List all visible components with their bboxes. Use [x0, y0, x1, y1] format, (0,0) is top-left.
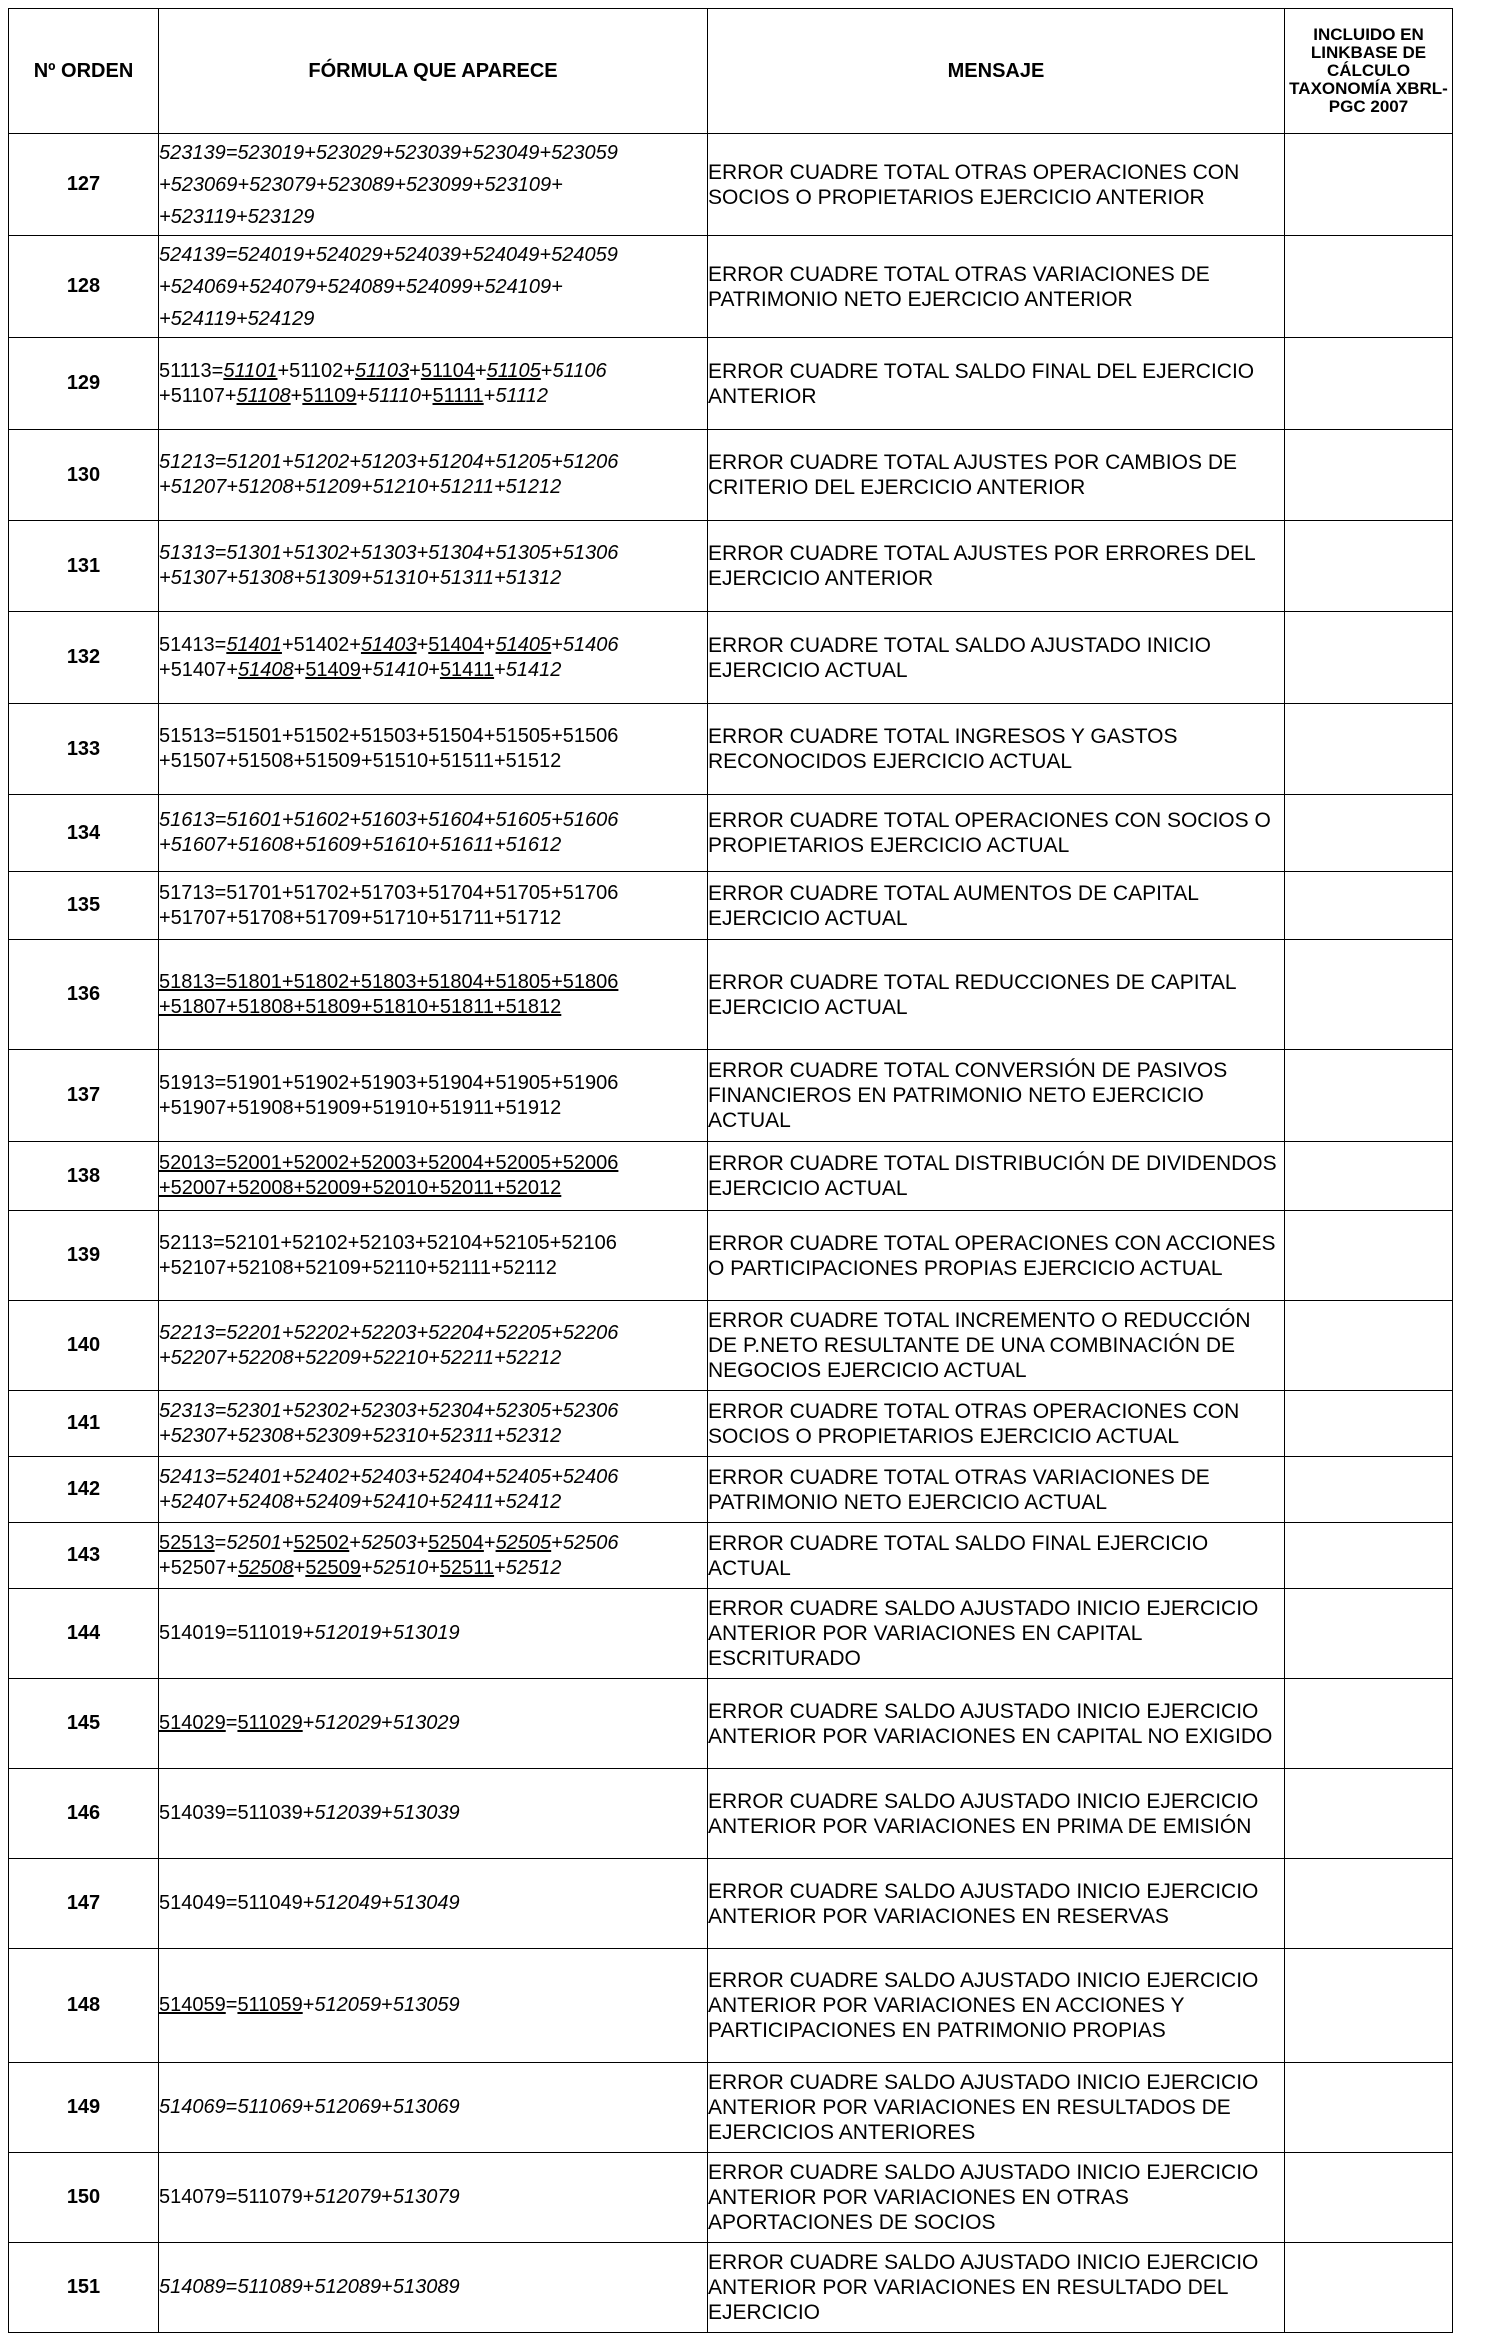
row-number: 129 — [9, 338, 159, 430]
header-mensaje: MENSAJE — [708, 9, 1285, 134]
formula-line: 514079=511079+512079+513079 — [159, 2186, 460, 2208]
row-number: 136 — [9, 940, 159, 1050]
row-number: 128 — [9, 236, 159, 338]
formula-cell — [159, 521, 708, 612]
formula-cell — [159, 1211, 708, 1301]
message-cell: ERROR CUADRE TOTAL OPERACIONES CON ACCIONES O PARTICIPACIONES PROPIAS EJERCICIO ACTUAL — [708, 1211, 1285, 1301]
message-cell: ERROR CUADRE SALDO AJUSTADO INICIO EJERCICIO ANTERIOR POR VARIACIONES EN RESULTADO DEL EJERCICIO — [708, 2243, 1285, 2333]
table-row — [9, 338, 1453, 430]
formula-line: 52513=52501+52502+52503+52504+52505+52506 — [159, 1531, 619, 1554]
message-cell: ERROR CUADRE SALDO AJUSTADO INICIO EJERCICIO ANTERIOR POR VARIACIONES EN RESULTADOS DE EJERCICIOS ANTERIORES — [708, 2063, 1285, 2153]
row-number: 138 — [9, 1142, 159, 1211]
formula-line: 514069=511069+512069+513069 — [159, 2096, 460, 2118]
table-row — [9, 940, 1453, 1050]
message-cell: ERROR CUADRE TOTAL INCREMENTO O REDUCCIÓN DE P.NETO RESULTANTE DE UNA COMBINACIÓN DE NEGOCIOS EJERCICIO ACTUAL — [708, 1301, 1285, 1391]
included-cell — [1285, 704, 1453, 795]
row-number: 135 — [9, 872, 159, 940]
row-number: 139 — [9, 1211, 159, 1301]
formula-cell — [159, 134, 708, 236]
row-number: 131 — [9, 521, 159, 612]
formula-line: 514029=511029+512029+513029 — [159, 1712, 460, 1734]
included-cell — [1285, 338, 1453, 430]
formula-cell — [159, 795, 708, 872]
included-cell — [1285, 521, 1453, 612]
included-cell — [1285, 1301, 1453, 1391]
formula-line: +51107+51108+51109+51110+51111+51112 — [159, 384, 549, 407]
row-number: 149 — [9, 2063, 159, 2153]
included-cell — [1285, 1391, 1453, 1457]
formula-line: 51513=51501+51502+51503+51504+51505+51506 — [159, 725, 619, 747]
row-number: 127 — [9, 134, 159, 236]
formula-line: +51907+51908+51909+51910+51911+51912 — [159, 1096, 562, 1119]
row-number: 147 — [9, 1859, 159, 1949]
formula-line: +524119+524129 — [159, 307, 315, 330]
formula-line: +524069+524079+524089+524099+524109+ — [159, 275, 563, 298]
message-cell: ERROR CUADRE TOTAL INGRESOS Y GASTOS RECONOCIDOS EJERCICIO ACTUAL — [708, 704, 1285, 795]
formula-line: 52013=52001+52002+52003+52004+52005+52006 — [159, 1152, 619, 1174]
table-row — [9, 1589, 1453, 1679]
table-row — [9, 1523, 1453, 1589]
formula-cell — [159, 2243, 708, 2333]
included-cell — [1285, 940, 1453, 1050]
included-cell — [1285, 2153, 1453, 2243]
formula-line: +52207+52208+52209+52210+52211+52212 — [159, 1346, 562, 1369]
formula-line: +52307+52308+52309+52310+52311+52312 — [159, 1424, 562, 1447]
table-row — [9, 612, 1453, 704]
included-cell — [1285, 1949, 1453, 2063]
formula-line: 52213=52201+52202+52203+52204+52205+52206 — [159, 1321, 619, 1344]
included-cell — [1285, 795, 1453, 872]
message-cell: ERROR CUADRE SALDO AJUSTADO INICIO EJERCICIO ANTERIOR POR VARIACIONES EN CAPITAL ESCRITURADO — [708, 1589, 1285, 1679]
row-number: 142 — [9, 1457, 159, 1523]
formula-line: 52413=52401+52402+52403+52404+52405+52406 — [159, 1465, 619, 1488]
formula-line: 51813=51801+51802+51803+51804+51805+51806 — [159, 970, 619, 993]
formula-line: +51207+51208+51209+51210+51211+51212 — [159, 476, 562, 498]
formula-line: 51113=51101+51102+51103+51104+51105+51106 — [159, 359, 607, 382]
formula-line: +51707+51708+51709+51710+51711+51712 — [159, 906, 562, 929]
formula-line: +51307+51308+51309+51310+51311+51312 — [159, 567, 562, 589]
formula-cell — [159, 430, 708, 521]
message-cell: ERROR CUADRE TOTAL AUMENTOS DE CAPITAL EJERCICIO ACTUAL — [708, 872, 1285, 940]
formula-line: +51807+51808+51809+51810+51811+51812 — [159, 995, 562, 1018]
included-cell — [1285, 612, 1453, 704]
header-incluido: INCLUIDO EN LINKBASE DE CÁLCULO TAXONOMÍA XBRL-PGC 2007 — [1285, 9, 1453, 134]
formula-cell — [159, 236, 708, 338]
formula-line: +52407+52408+52409+52410+52411+52412 — [159, 1490, 562, 1513]
formula-cell — [159, 1301, 708, 1391]
formula-cell — [159, 612, 708, 704]
formula-line: +51507+51508+51509+51510+51511+51512 — [159, 750, 562, 772]
table-row — [9, 1391, 1453, 1457]
formula-line: 51313=51301+51302+51303+51304+51305+51306 — [159, 542, 619, 564]
table-row — [9, 430, 1453, 521]
formula-cell — [159, 1949, 708, 2063]
row-number: 132 — [9, 612, 159, 704]
formula-line: +523119+523129 — [159, 205, 315, 228]
message-cell: ERROR CUADRE TOTAL AJUSTES POR CAMBIOS DE CRITERIO DEL EJERCICIO ANTERIOR — [708, 430, 1285, 521]
formula-line: 514039=511039+512039+513039 — [159, 1802, 460, 1824]
message-cell: ERROR CUADRE SALDO AJUSTADO INICIO EJERCICIO ANTERIOR POR VARIACIONES EN PRIMA DE EMISIÓN — [708, 1769, 1285, 1859]
table-row — [9, 704, 1453, 795]
row-number: 141 — [9, 1391, 159, 1457]
table-row — [9, 1679, 1453, 1769]
row-number: 143 — [9, 1523, 159, 1589]
formula-line: 51713=51701+51702+51703+51704+51705+51706 — [159, 881, 619, 904]
row-number: 140 — [9, 1301, 159, 1391]
formula-line: 51613=51601+51602+51603+51604+51605+51606 — [159, 809, 619, 831]
row-number: 144 — [9, 1589, 159, 1679]
row-number: 134 — [9, 795, 159, 872]
table-row — [9, 134, 1453, 236]
table-row — [9, 1769, 1453, 1859]
formula-cell — [159, 872, 708, 940]
formula-cell — [159, 1769, 708, 1859]
row-number: 150 — [9, 2153, 159, 2243]
message-cell: ERROR CUADRE TOTAL OTRAS OPERACIONES CON SOCIOS O PROPIETARIOS EJERCICIO ACTUAL — [708, 1391, 1285, 1457]
message-cell: ERROR CUADRE TOTAL AJUSTES POR ERRORES DEL EJERCICIO ANTERIOR — [708, 521, 1285, 612]
formula-line: +523069+523079+523089+523099+523109+ — [159, 173, 563, 196]
header-formula: FÓRMULA QUE APARECE — [159, 9, 708, 134]
formula-cell — [159, 1859, 708, 1949]
formula-cell — [159, 1589, 708, 1679]
table-row — [9, 1211, 1453, 1301]
included-cell — [1285, 2063, 1453, 2153]
table-body — [9, 134, 1453, 2333]
table-row — [9, 1457, 1453, 1523]
formula-line: +51407+51408+51409+51410+51411+51412 — [159, 658, 562, 681]
table-row — [9, 1859, 1453, 1949]
formula-cell — [159, 1391, 708, 1457]
included-cell — [1285, 430, 1453, 521]
table-row — [9, 521, 1453, 612]
included-cell — [1285, 1142, 1453, 1211]
table-row — [9, 872, 1453, 940]
included-cell — [1285, 236, 1453, 338]
formula-cell — [159, 1142, 708, 1211]
formula-cell — [159, 338, 708, 430]
table-row — [9, 2153, 1453, 2243]
included-cell — [1285, 1523, 1453, 1589]
table-row — [9, 2243, 1453, 2333]
header-orden: Nº ORDEN — [9, 9, 159, 134]
message-cell: ERROR CUADRE TOTAL DISTRIBUCIÓN DE DIVIDENDOS EJERCICIO ACTUAL — [708, 1142, 1285, 1211]
included-cell — [1285, 134, 1453, 236]
message-cell: ERROR CUADRE TOTAL OTRAS OPERACIONES CON SOCIOS O PROPIETARIOS EJERCICIO ANTERIOR — [708, 134, 1285, 236]
message-cell: ERROR CUADRE SALDO AJUSTADO INICIO EJERCICIO ANTERIOR POR VARIACIONES EN OTRAS APORTACIONES DE SOCIOS — [708, 2153, 1285, 2243]
table-row — [9, 236, 1453, 338]
formula-line: 52113=52101+52102+52103+52104+52105+52106 — [159, 1231, 617, 1254]
message-cell: ERROR CUADRE TOTAL REDUCCIONES DE CAPITAL EJERCICIO ACTUAL — [708, 940, 1285, 1050]
included-cell — [1285, 1769, 1453, 1859]
formula-cell — [159, 940, 708, 1050]
row-number: 137 — [9, 1050, 159, 1142]
message-cell: ERROR CUADRE SALDO AJUSTADO INICIO EJERCICIO ANTERIOR POR VARIACIONES EN ACCIONES Y PARTICIPACIONES EN PATRIMONIO PROPIAS — [708, 1949, 1285, 2063]
row-number: 133 — [9, 704, 159, 795]
message-cell: ERROR CUADRE SALDO AJUSTADO INICIO EJERCICIO ANTERIOR POR VARIACIONES EN RESERVAS — [708, 1859, 1285, 1949]
formula-line: 523139=523019+523029+523039+523049+523059 — [159, 141, 618, 164]
message-cell: ERROR CUADRE TOTAL SALDO AJUSTADO INICIO EJERCICIO ACTUAL — [708, 612, 1285, 704]
message-cell: ERROR CUADRE TOTAL OPERACIONES CON SOCIOS O PROPIETARIOS EJERCICIO ACTUAL — [708, 795, 1285, 872]
row-number: 145 — [9, 1679, 159, 1769]
included-cell — [1285, 1589, 1453, 1679]
included-cell — [1285, 1050, 1453, 1142]
row-number: 148 — [9, 1949, 159, 2063]
formula-line: 514059=511059+512059+513059 — [159, 1994, 460, 2016]
row-number: 151 — [9, 2243, 159, 2333]
message-cell: ERROR CUADRE TOTAL OTRAS VARIACIONES DE PATRIMONIO NETO EJERCICIO ACTUAL — [708, 1457, 1285, 1523]
row-number: 130 — [9, 430, 159, 521]
formula-cell — [159, 2153, 708, 2243]
validation-rules-table — [8, 8, 1453, 2333]
table-row — [9, 1301, 1453, 1391]
formula-line: 51413=51401+51402+51403+51404+51405+51406 — [159, 633, 619, 656]
formula-cell — [159, 1457, 708, 1523]
message-cell: ERROR CUADRE TOTAL OTRAS VARIACIONES DE PATRIMONIO NETO EJERCICIO ANTERIOR — [708, 236, 1285, 338]
included-cell — [1285, 2243, 1453, 2333]
formula-cell — [159, 2063, 708, 2153]
included-cell — [1285, 1859, 1453, 1949]
included-cell — [1285, 872, 1453, 940]
formula-cell — [159, 1679, 708, 1769]
included-cell — [1285, 1211, 1453, 1301]
formula-line: 514049=511049+512049+513049 — [159, 1892, 460, 1914]
formula-line: 514019=511019+512019+513019 — [159, 1622, 460, 1644]
message-cell: ERROR CUADRE SALDO AJUSTADO INICIO EJERCICIO ANTERIOR POR VARIACIONES EN CAPITAL NO EXIGIDO — [708, 1679, 1285, 1769]
formula-cell — [159, 1050, 708, 1142]
table-row — [9, 1949, 1453, 2063]
formula-line: 52313=52301+52302+52303+52304+52305+52306 — [159, 1399, 619, 1422]
included-cell — [1285, 1679, 1453, 1769]
formula-cell — [159, 1523, 708, 1589]
message-cell: ERROR CUADRE TOTAL SALDO FINAL EJERCICIO ACTUAL — [708, 1523, 1285, 1589]
table-row — [9, 2063, 1453, 2153]
message-cell: ERROR CUADRE TOTAL CONVERSIÓN DE PASIVOS FINANCIEROS EN PATRIMONIO NETO EJERCICIO ACTUAL — [708, 1050, 1285, 1142]
formula-line: 524139=524019+524029+524039+524049+524059 — [159, 243, 618, 266]
table-row — [9, 1142, 1453, 1211]
row-number: 146 — [9, 1769, 159, 1859]
included-cell — [1285, 1457, 1453, 1523]
formula-line: 51213=51201+51202+51203+51204+51205+51206 — [159, 451, 619, 473]
formula-line: +52107+52108+52109+52110+52111+52112 — [159, 1256, 557, 1279]
message-cell: ERROR CUADRE TOTAL SALDO FINAL DEL EJERCICIO ANTERIOR — [708, 338, 1285, 430]
table-row — [9, 1050, 1453, 1142]
formula-line: 514089=511089+512089+513089 — [159, 2276, 460, 2298]
formula-line: +52507+52508+52509+52510+52511+52512 — [159, 1556, 562, 1579]
formula-line: +51607+51608+51609+51610+51611+51612 — [159, 834, 562, 856]
formula-cell — [159, 704, 708, 795]
header-row — [9, 9, 1453, 134]
formula-line: +52007+52008+52009+52010+52011+52012 — [159, 1177, 562, 1199]
formula-line: 51913=51901+51902+51903+51904+51905+51906 — [159, 1071, 619, 1094]
table-row — [9, 795, 1453, 872]
